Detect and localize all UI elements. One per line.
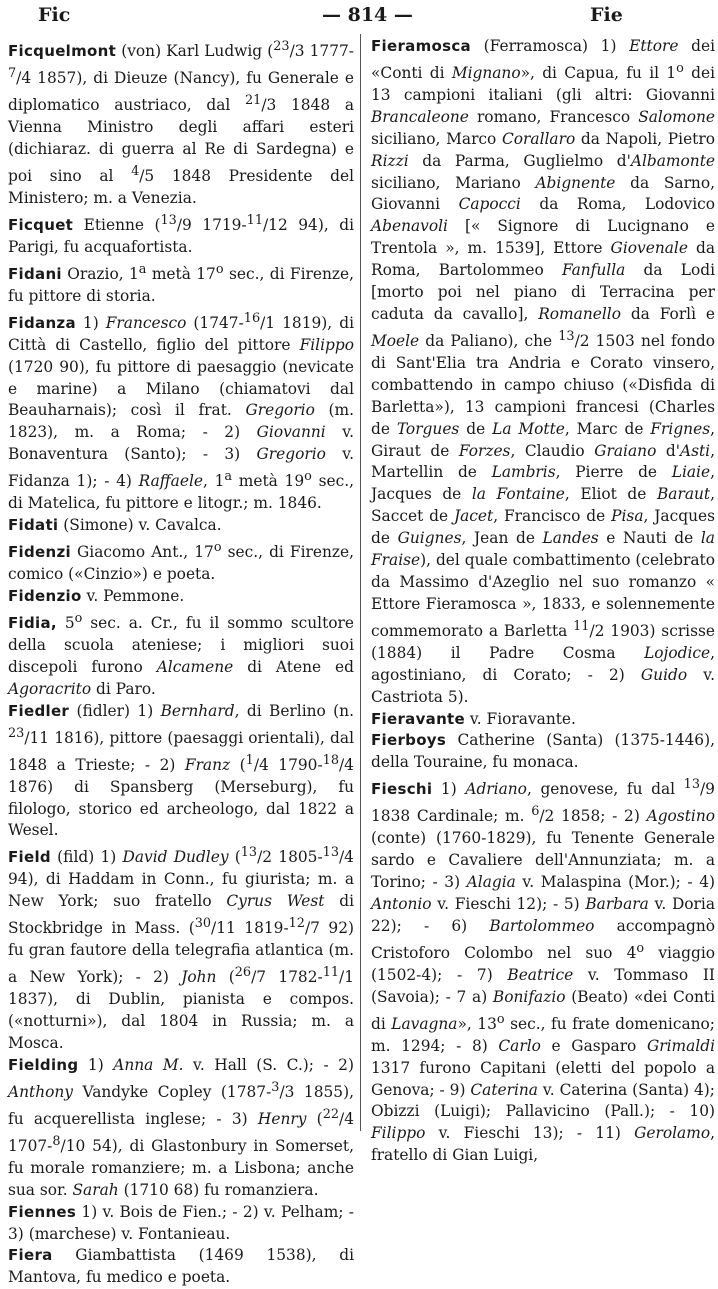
dictionary-entry: Fidati (Simone) v. Cavalca. xyxy=(8,516,222,535)
dictionary-entry: Fidani Orazio, 1$^a$ metà 17$^o$ sec., di Firenze, fu pittore di storia. xyxy=(8,261,355,305)
dictionary-entry: Ficquet Etienne ($^{13}$/9 1719-$^{11}$/12 94), di Parigi, fu acquafortista. xyxy=(8,212,354,256)
page-header xyxy=(0,0,718,32)
dictionary-entry: Fiedler (fidler) 1) Bernhard, di Berlino (n. $^{23}$/11 1816), pittore (paesaggi orientali), dal 1848 a Trieste; - 2) Franz ($^1$/4 1790-$^{18}$/4 1876) di Spansberg (Merseburg), fu filologo, storico ed archeologo, dal 1822 a Wesel. xyxy=(8,701,354,840)
dictionary-entry: Fieramosca (Ferramosca) 1) Ettore dei «Conti di Mignano», di Capua, fu il 1$^o$ dei 13 campioni italiani (gli altri: Giovanni Brancaleone romano, Francesco Salomone siciliano, Marco Corallaro da Napoli, Pietro Rizzi da Parma, Guglielmo d'Albamonte siciliano, Mariano Abignente da Sarno, Giovanni Capocci da Roma, Lodovico Abenavoli [« Signore di Lucignano e Trentola », m. 1539], Ettore Giovenale da Roma, Bartolommeo Fanfulla da Lodi [morto poi nel piano di Terracina per caduta da cavallo], Romanello da Forlì e Moele da Paliano), che $^{13}$/2 1503 nel fondo di Sant'Elia tra Andria e Corato vinsero, combattendo in campo chiuso («Disfida di Barletta»), 13 campioni francesi (Charles de Torgues de La Motte, Marc de Frignes, Giraut de Forzes, Claudio Graiano d'Asti, Martellin de Lambris, Pierre de Liaie, Jacques de la Fontaine, Eliot de Baraut, Saccet de Jacet, Francisco de Pisa, Jacques de Guignes, Jean de Landes e Nauti de la Fraise), del quale combattimento (celebrato da Massimo d'Azeglio nel suo romanzo « Ettore Fieramosca », 1833, e solennemente commemorato a Barletta $^{11}$/2 1903) scrisse (1884) il Padre Cosma Lojodice, agostiniano, di Corato; - 2) Guido v. Castriota 5). xyxy=(371,37,716,706)
dictionary-entry: Fidia, 5$^o$ sec. a. Cr., fu il sommo scultore della scuola ateniese; i migliori suoi discepoli furono Alcamene di Atene ed Agoracrito di Paro. xyxy=(8,610,355,698)
dictionary-entry: Fieschi 1) Adriano, genovese, fu dal $^{13}$/9 1838 Cardinale; m. $^6$/2 1858; - 2) Agostino (conte) (1760-1829), fu Tenente Generale sardo e Cavaliere dell'Annunziata; m. a Torino; - 3) Alagia v. Malaspina (Mor.); - 4) Antonio v. Fieschi 12); - 5) Barbara v. Doria 22); - 6) Bartolommeo accompagnò Cristoforo Colombo nel suo 4$^o$ viaggio (1502-4); - 7) Beatrice v. Tommaso II (Savoia); - 7 a) Bonifazio (Beato) «dei Conti di Lavagna», 13$^o$ sec., fu frate domenicano; m. 1294; - 8) Carlo e Gasparo Grimaldi 1317 furono Capitani (eletti del popolo a Genova; - 9) Caterina v. Caterina (Santa) 4); Obizzi (Luigi); Pallavicino (Pall.); - 10) Filippo v. Fieschi 13); - 11) Gerolamo, fratello di Gian Luigi, xyxy=(371,777,716,1165)
right-column xyxy=(367,36,716,1165)
running-head-right: Fie xyxy=(590,4,623,26)
dictionary-entry: Fidenzio v. Pemmone. xyxy=(8,586,185,605)
left-column xyxy=(4,36,355,1287)
running-head-left: Fic xyxy=(38,4,71,26)
dictionary-entry: Fielding 1) Anna M. v. Hall (S. C.); - 2) Anthony Vandyke Copley (1787-$^3$/3 1855), fu acquerellista inglese; - 3) Henry ($^{22}$/4 1707-$^8$/10 54), di Glastonbury in Somerset, fu morale romanziere; m. a Lisbona; anche sua sor. Sarah (1710 68) fu romanziera. xyxy=(8,1055,354,1199)
dictionary-entry: Fiennes 1) v. Bois de Fien.; - 2) v. Pelham; - 3) (marchese) v. Fontanieau. xyxy=(8,1202,354,1243)
column-divider xyxy=(360,34,361,1131)
dictionary-entry: Fieravante v. Fioravante. xyxy=(371,709,576,728)
page-number: — 814 — xyxy=(322,4,413,26)
dictionary-entry: Fiera Giambattista (1469 1538), di Mantova, fu medico e poeta. xyxy=(8,1246,354,1287)
dictionary-entry: Fidenzi Giacomo Ant., 17$^o$ sec., di Firenze, comico («Cinzio») e poeta. xyxy=(8,540,354,584)
dictionary-entry: Fidanza 1) Francesco (1747-$^{16}$/1 1819), di Città di Castello, figlio del pittore Filippo (1720 90), fu pittore di paesaggio (nevicate e marine) a Milano (chiamatovi dal Beauharnais); così il frat. Gregorio (m. 1823), m. a Roma; - 2) Giovanni v. Bonaventura (Santo); - 3) Gregorio v. Fidanza 1); - 4) Raffaele, 1$^a$ metà 19$^o$ sec., di Matelica, fu pittore e litogr.; m. 1846. xyxy=(8,310,354,513)
dictionary-entry: Fierboys Catherine (Santa) (1375-1446), della Touraine, fu monaca. xyxy=(371,731,715,772)
dictionary-entry: Field (fild) 1) David Dudley ($^{13}$/2 1805-$^{13}$/4 94), di Haddam in Conn., fu giurista; m. a New York; suo fratello Cyrus West di Stockbridge in Mass. ($^{30}$/11 1819-$^{12}$/7 92) fu gran fautore della telegrafia atlantica (m. a New York); - 2) John ($^{26}$/7 1782-$^{11}$/1 1837), di Dublin, pianista e compos. («notturni»), dal 1804 in Russia; m. a Mosca. xyxy=(8,845,355,1052)
dictionary-entry: Ficquelmont (von) Karl Ludwig ($^{23}$/3 1777-$^7$/4 1857), di Dieuze (Nancy), fu Generale e diplomatico austriaco, dal $^{21}$/3 1848 a Vienna Ministro degli affari esteri (dichiaraz. di guerra al Re di Sardegna) e poi sino al $^4$/5 1848 Presidente del Ministero; m. a Venezia. xyxy=(8,39,354,207)
